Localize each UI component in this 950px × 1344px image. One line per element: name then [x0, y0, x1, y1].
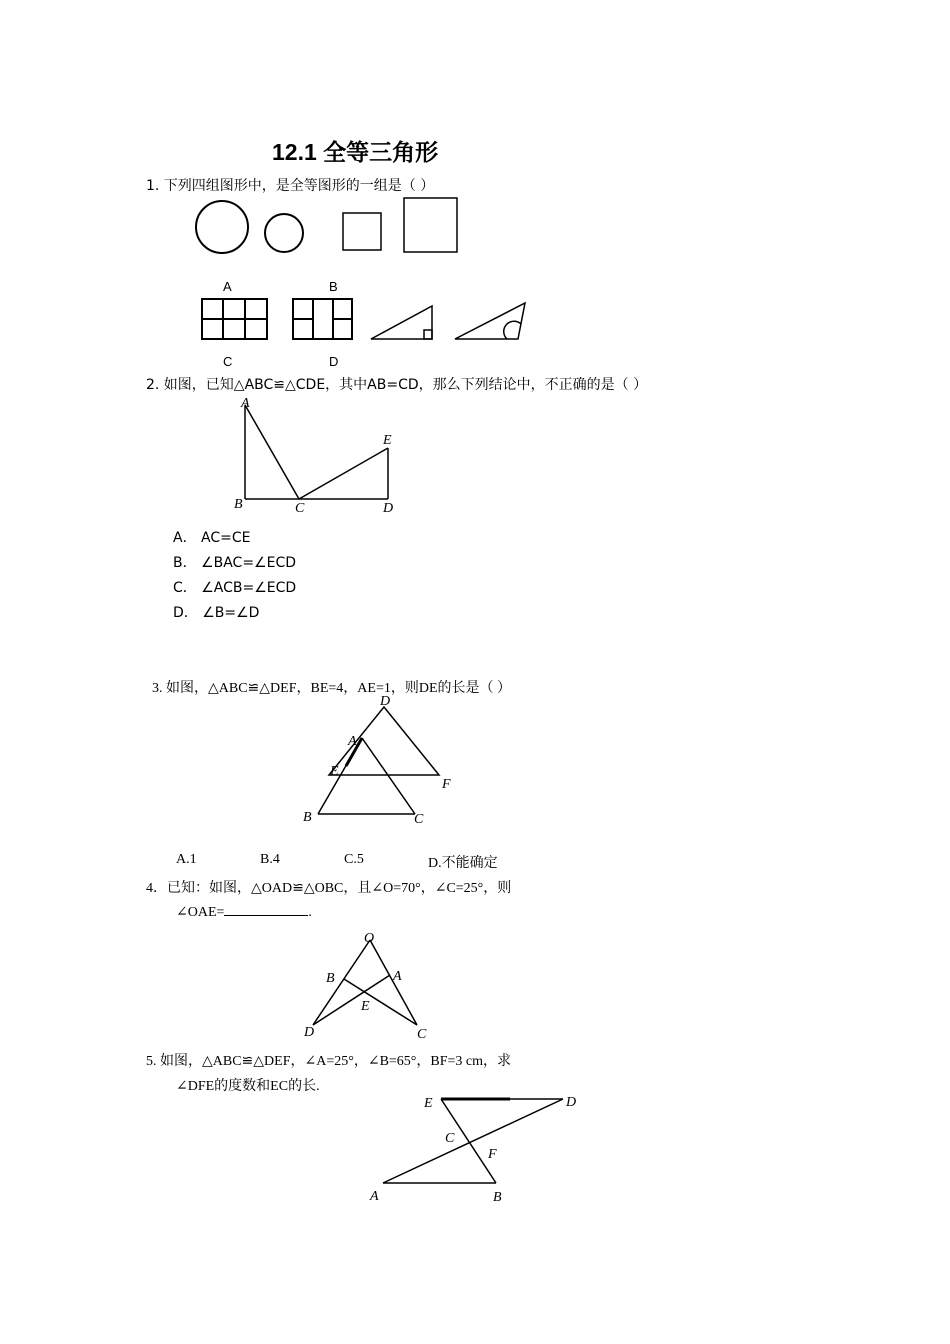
question-5-figure [0, 1090, 950, 1210]
label-c: C [223, 354, 233, 369]
point-d: D [566, 1095, 577, 1110]
point-b: B [234, 497, 243, 512]
grid-figure-c [202, 299, 267, 339]
question-3-option-d[interactable]: D.不能确定 [428, 856, 498, 871]
point-e: E [383, 433, 392, 448]
question-2-option-c[interactable]: C． ∠ACB=∠ECD [173, 580, 297, 596]
point-o: O [364, 931, 375, 946]
point-c: C [295, 501, 305, 516]
question-2-figure [0, 395, 950, 525]
point-d: D [380, 694, 391, 709]
square-large [404, 198, 457, 252]
question-3-text: 3. 如图，△ABC≌△DEF，BE=4，AE=1，则DE的长是（ ） [152, 681, 512, 696]
question-1-figures [0, 190, 950, 390]
right-triangle [371, 306, 432, 339]
question-4-prefix: ∠OAE= [176, 905, 225, 920]
question-1-text: 1. 下列四组图形中，是全等图形的一组是（ ） [146, 178, 435, 194]
point-f: F [442, 777, 451, 792]
question-2-option-d[interactable]: D． ∠B=∠D [173, 605, 260, 621]
point-a: A [241, 396, 250, 411]
point-b: B [326, 971, 335, 986]
point-a: A [393, 969, 402, 984]
question-4-text-line2 [176, 902, 312, 921]
question-5-text-line1: 5. 如图，△ABC≌△DEF，∠A=25°，∠B=65°，BF=3 cm，求 [146, 1054, 512, 1069]
question-4-suffix: . [308, 905, 312, 920]
question-3-figure [0, 690, 950, 830]
obtuse-triangle [455, 303, 525, 339]
point-d: D [383, 501, 394, 516]
point-d: D [304, 1025, 315, 1040]
label-b: B [329, 279, 338, 294]
point-f: F [488, 1147, 497, 1162]
point-b: B [303, 810, 312, 825]
grid-figure-d [293, 299, 352, 339]
page-title: 12.1 全等三角形 [272, 139, 439, 165]
point-e: E [424, 1096, 433, 1111]
point-a: A [348, 734, 357, 749]
question-2-option-b[interactable]: B． ∠BAC=∠ECD [173, 555, 296, 571]
question-2-option-a[interactable]: A． AC=CE [173, 530, 251, 546]
question-3-option-a[interactable]: A.1 [176, 852, 197, 867]
question-5-text-line2: ∠DFE的度数和EC的长. [176, 1079, 320, 1094]
point-a: A [370, 1189, 379, 1204]
point-e: E [330, 764, 339, 779]
point-e: E [361, 999, 370, 1014]
point-c: C [445, 1131, 455, 1146]
square-small [343, 213, 381, 250]
label-d: D [329, 354, 339, 369]
question-2-text: 2. 如图，已知△ABC≌△CDE，其中AB=CD，那么下列结论中，不正确的是（ ） [146, 377, 648, 393]
question-3-option-c[interactable]: C.5 [344, 852, 364, 867]
circle-large [196, 201, 248, 253]
label-a: A [223, 279, 232, 294]
question-4-text-line1: 4．已知：如图，△OAD≌△OBC，且∠O=70°，∠C=25°，则 [146, 881, 512, 896]
point-b: B [493, 1190, 502, 1205]
question-3-option-b[interactable]: B.4 [260, 852, 280, 867]
point-c: C [417, 1027, 427, 1042]
circle-small [265, 214, 303, 252]
question-4-figure [0, 925, 950, 1045]
answer-blank[interactable] [224, 902, 308, 916]
point-c: C [414, 812, 424, 827]
